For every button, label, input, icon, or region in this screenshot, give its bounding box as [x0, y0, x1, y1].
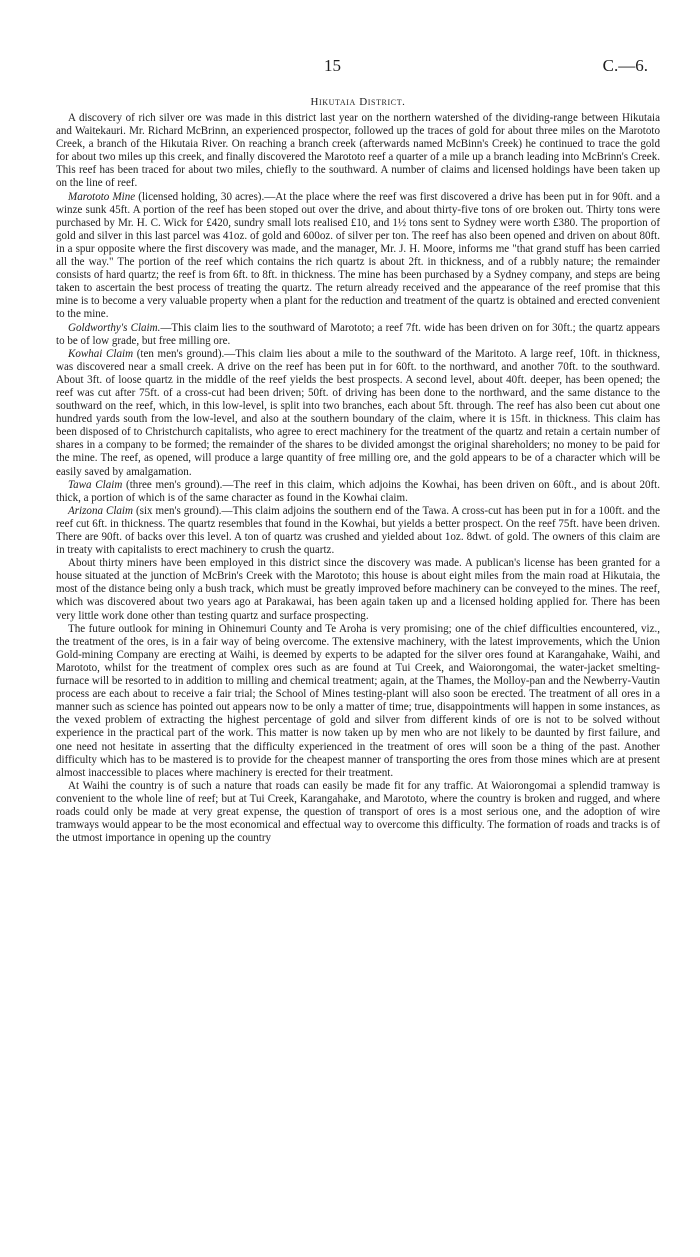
claim-title: Tawa Claim	[68, 478, 123, 491]
page-header	[56, 56, 660, 82]
section-title: Hikutaia District.	[310, 96, 406, 108]
paragraph: Tawa Claim (three men's ground).—The reef in this claim, which adjoins the Kowhai, has been driven on 60ft., and is about 20ft. thick, a portion of which is of the same character as found in the Kowhai claim.	[56, 478, 660, 504]
paragraph: Goldworthy's Claim.—This claim lies to the southward of Marototo; a reef 7ft. wide has been driven on for 30ft.; the quartz appears to be of low grade, but free milling ore.	[56, 321, 660, 347]
claim-title: Arizona Claim	[68, 504, 133, 517]
paragraph: About thirty miners have been employed in this district since the discovery was made. A publican's license has been granted for a house situated at the junction of McBrin's Creek with the Marototo; this house is about eight miles from the main road at Hikutaia, the most of the distance being only a bush track, which must be greatly improved before machinery can be conveyed to the mines. The reef, which was discovered about two years ago at Parakawai, has been again taken up and a licensed holding applied for. There has been very little work done other than testing quartz and surface prospecting.	[56, 557, 660, 622]
paragraph: At Waihi the country is of such a nature that roads can easily be made fit for any traffic. At Waiorongomai a splendid tramway is convenient to the whole line of reef; but at Tui Creek, Karangahake, and Marototo, where the country is broken and rugged, and where roads could only be made at very great expense, the question of transport of ores is a most serious one, and the adoption of wire tramways would appear to be the most economical and effectual way to overcome this difficulty. The formation of roads and tracks is of the utmost importance in opening up the country	[56, 779, 660, 845]
document-code: C.—6.	[602, 56, 648, 75]
claim-title: Goldworthy's Claim.	[68, 321, 161, 334]
claim-title: Kowhai Claim	[68, 347, 134, 360]
page-number: 15	[324, 56, 341, 75]
paragraph: The future outlook for mining in Ohinemuri County and Te Aroha is very promising; one of the chief difficulties encountered, viz., the treatment of the ores, is in a fair way of being overcome. The extensive machinery, with the latest improvements, which the Union Gold-mining Company are erecting at Waihi, is deemed by experts to be adapted for the silver ores found at Karangahake, Waihi, and Marototo, whilst for the treatment of complex ores such as are found at Tui Creek, and Waiorongomai, the water-jacket smelting-furnace will be resorted to in addition to milling and chemical treatment; again, at the Thames, the Molloy-pan and the Newberry-Vautin process are each about to receive a fair trial; the School of Mines testing-plant will also soon be erected. The treatment of all ores in a manner such as science has pointed out appears now to be only a matter of time; true, disappointments will happen in some instances, as the vexed problem of extracting the highest percentage of gold and silver from different kinds of ore is not to be solved without experience in the practical part of the work. This matter is now taken up by men who are not likely to be daunted by first failure, and one need not hesitate in asserting that the difficulty experienced in the treatment of ores will soon be a thing of the past. Another difficulty which has to be mastered is to provide for the cheapest manner of transporting the ores from those mines which are at present almost inaccessible to places where machinery is erected for their treatment.	[56, 622, 660, 779]
body-text	[56, 112, 660, 845]
claim-title: Marototo Mine	[68, 190, 136, 203]
paragraph: Arizona Claim (six men's ground).—This claim adjoins the southern end of the Tawa. A cross-cut has been put in for a 100ft. and the reef cut 6ft. in thickness. The quartz resembles that found in the Kowhai, but yields a better prospect. On the reef 75ft. have been driven. There are 90ft. of backs over this level. A ton of quartz was crushed and yielded about 1oz. 8dwt. of gold. The owners of this claim are in treaty with capitalists to erect machinery to crush the quartz.	[56, 504, 660, 557]
paragraph: Kowhai Claim (ten men's ground).—This claim lies about a mile to the southward of the Maritoto. A large reef, 10ft. in thickness, was discovered near a small creek. A drive on the reef has been put in for 60ft. to the northward, and another 70ft. to the southward. About 3ft. of loose quartz in the middle of the reef yields the best prospects. A second level, about 40ft. deeper, has been opened; the reef was cut after 75ft. of a cross-cut had been driven; 50ft. of driving has been done to the northward, and the same distance to the southward on the reef, which, in this low-level, is split into two branches, each about 5ft. through. The reef has also been cut about one hundred yards south from the low-level, and also at the southern boundary of the claim, where it is 15ft. in thickness. This claim has been disposed of to Christchurch capitalists, who agree to erect machinery for the treatment of the quartz and retain a certain number of shares in a company to be formed; the remainder of the shares to be divided amongst the original shareholders; no money to be paid for the mine. The reef, as opened, will produce a large quantity of free milling ore, and the gold appears to be of a character which will be easily saved by amalgamation.	[56, 347, 660, 478]
paragraph: A discovery of rich silver ore was made in this district last year on the northern watershed of the dividing-range between Hikutaia and Waitekauri. Mr. Richard McBrinn, an experienced prospector, followed up the traces of gold for about three miles on the Marototo Creek, a branch of the Hikutaia River. On reaching a branch creek (afterwards named McBinn's Creek) he continued to trace the gold for about two miles up this creek, and finally discovered the Marototo reef a quarter of a mile up a branch leading into McBrinn's Creek. This reef has been traced for about two miles, chiefly to the southward. A number of claims and licensed holdings have been taken up on the line of reef.	[56, 112, 660, 190]
paragraph: Marototo Mine (licensed holding, 30 acres).—At the place where the reef was first discovered a drive has been put in for 90ft. and a winze sunk 45ft. A portion of the reef has been stoped out over the drive, and about thirty-five tons of ore broken out. Thirty tons were purchased by Mr. H. C. Wick for £420, sundry small lots realised £10, and 1½ tons sent to Sydney were worth £380. The proportion of gold and silver in this last parcel was 41oz. of gold and 600oz. of silver per ton. The reef has also been opened and driven on about 80ft. in a spur opposite where the first discovery was made, and the manager, Mr. J. H. Moore, informs me "that grand stuff has been carried all the way." The portion of the reef which contains the rich quartz is about 2ft. in thickness, and of a rubbly nature; the remainder consists of hard quartz; the reef is from 6ft. to 8ft. in thickness. The mine has been purchased by a Sydney company, and steps are being taken to ascertain the best process of treating the quartz. The return already received and the appearance of the reef promise that this mine is to become a very valuable property when a plant for the reduction and treatment of the quartz is obtained and erected convenient to the mine.	[56, 190, 660, 321]
